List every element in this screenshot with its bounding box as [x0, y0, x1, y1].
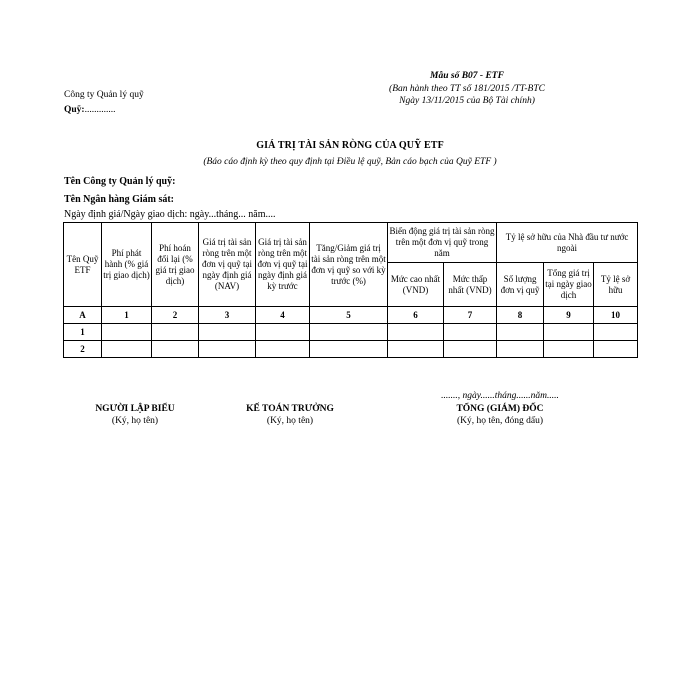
preparer-role: NGƯỜI LẬP BIỂU [95, 404, 175, 414]
fund-label: Quỹ: [64, 105, 85, 115]
index-cell: 8 [497, 307, 544, 324]
index-cell: 1 [102, 307, 152, 324]
table-cell [199, 341, 256, 358]
index-cell: 10 [594, 307, 638, 324]
index-cell: 9 [544, 307, 594, 324]
table-cell [102, 341, 152, 358]
issued-line-1: (Ban hành theo TT số 181/2015 /TT-BTC [389, 83, 545, 94]
table-row [64, 324, 638, 341]
header-left [64, 88, 144, 118]
director-note: (Ký, họ tên, đóng dấu) [456, 416, 543, 426]
table-cell [497, 324, 544, 341]
col-nav-prev-header: Giá trị tài sản ròng trên một đơn vị quỹ tại ngày định giá kỳ trước [256, 223, 310, 307]
table-cell [199, 324, 256, 341]
company-label: Công ty Quản lý quỹ [64, 90, 144, 100]
table-cell [594, 324, 638, 341]
table-cell [444, 341, 497, 358]
col-swap-fee-header: Phí hoán đổi lại (% giá trị giao dịch) [152, 223, 199, 307]
col-nav-header: Giá trị tài sản ròng trên một đơn vị quỹ tại ngày định giá (NAV) [199, 223, 256, 307]
table-cell [256, 324, 310, 341]
header-right [372, 70, 562, 108]
accountant-role: KẾ TOÁN TRƯỞNG [246, 404, 334, 414]
col-issue-fee-header: Phí phát hành (% giá trị giao dịch) [102, 223, 152, 307]
table-row [64, 341, 638, 358]
index-cell: 7 [444, 307, 497, 324]
fund-dots: ............. [84, 105, 116, 115]
col-change-header: Tăng/Giảm giá trị tài sản ròng trên một đơn vị quỹ so với kỳ trước (%) [310, 223, 388, 307]
row-number: 1 [64, 324, 102, 341]
nav-table [63, 222, 638, 358]
form-number: Mẫu số B07 - ETF [430, 71, 504, 81]
signature-date-line: ......., ngày......tháng......năm..... [441, 391, 559, 401]
report-title: GIÁ TRỊ TÀI SẢN RÒNG CỦA QUỸ ETF [256, 140, 444, 151]
index-cell: 4 [256, 307, 310, 324]
group-volatility-header: Biến động giá trị tài sản ròng trên một đơn vị quỹ trong năm [388, 223, 497, 263]
director-signature [430, 403, 570, 427]
preparer-note: (Ký, họ tên) [111, 416, 159, 426]
index-cell: 2 [152, 307, 199, 324]
table-cell [152, 341, 199, 358]
report-subtitle: (Báo cáo định kỳ theo quy định tại Điều lệ quỹ, Bản cáo bạch của Quỹ ETF ) [203, 157, 497, 167]
table-cell [388, 341, 444, 358]
index-cell: 6 [388, 307, 444, 324]
index-cell: A [64, 307, 102, 324]
col-total-header: Tổng giá trị tại ngày giao dịch [544, 263, 594, 307]
table-cell [310, 341, 388, 358]
row-number: 2 [64, 341, 102, 358]
preparer-signature [80, 403, 190, 427]
table-cell [594, 341, 638, 358]
table-cell [388, 324, 444, 341]
table-cell [310, 324, 388, 341]
table-cell [544, 341, 594, 358]
valuation-date-label: Ngày định giá/Ngày giao dịch: ngày...tháng... năm.... [64, 209, 276, 220]
table-cell [256, 341, 310, 358]
index-row [64, 307, 638, 324]
director-role: TỔNG (GIÁM) ĐỐC [456, 404, 544, 414]
table-cell [102, 324, 152, 341]
col-max-header: Mức cao nhất (VND) [388, 263, 444, 307]
accountant-note: (Ký, họ tên) [266, 416, 314, 426]
index-cell: 3 [199, 307, 256, 324]
group-foreign-header: Tỷ lệ sở hữu của Nhà đầu tư nước ngoài [497, 223, 638, 263]
fund-line [64, 103, 144, 118]
management-company-label: Tên Công ty Quản lý quỹ: [64, 176, 176, 187]
table-cell [152, 324, 199, 341]
table-cell [444, 324, 497, 341]
col-units-header: Số lượng đơn vị quỹ [497, 263, 544, 307]
index-cell: 5 [310, 307, 388, 324]
col-ratio-header: Tỷ lệ sở hữu [594, 263, 638, 307]
supervisory-bank-label: Tên Ngân hàng Giám sát: [64, 194, 175, 205]
col-fund-header: Tên Quỹ ETF [64, 223, 102, 307]
accountant-signature [230, 403, 350, 427]
col-min-header: Mức thấp nhất (VND) [444, 263, 497, 307]
table-cell [544, 324, 594, 341]
issued-line-2: Ngày 13/11/2015 của Bộ Tài chính) [399, 96, 535, 106]
table-cell [497, 341, 544, 358]
